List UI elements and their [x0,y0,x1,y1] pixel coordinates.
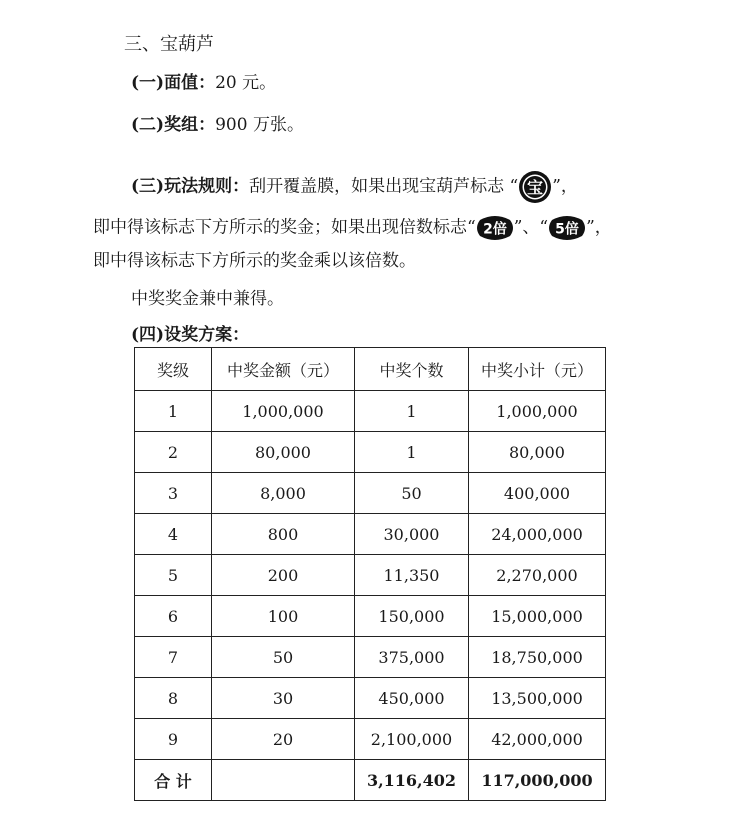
five-times-icon-glyph: 5倍 [555,221,579,238]
cell-count: 450,000 [355,678,469,719]
table-header-row [135,348,606,391]
cell-count: 150,000 [355,596,469,637]
treasure-icon [518,170,552,204]
section-heading: 三、宝葫芦 [124,34,214,55]
double-icon-glyph: 2倍 [482,221,507,238]
table-row [135,473,606,514]
cell-count: 1 [355,432,469,473]
cell-level: 1 [135,391,212,432]
cell-subtotal: 400,000 [469,473,606,514]
treasure-icon-glyph: 宝 [527,178,544,197]
cell-level: 6 [135,596,212,637]
table-row [135,514,606,555]
cell-amount: 1,000,000 [212,391,355,432]
cell-subtotal: 15,000,000 [469,596,606,637]
cell-level: 8 [135,678,212,719]
total-subtotal: 117,000,000 [469,760,606,801]
face-value-line [131,72,276,94]
rules-text-e: ”， [586,217,612,238]
cell-amount: 50 [212,637,355,678]
double-icon [476,214,514,242]
cell-count: 11,350 [355,555,469,596]
cell-count: 2,100,000 [355,719,469,760]
cell-subtotal: 42,000,000 [469,719,606,760]
cell-subtotal: 2,270,000 [469,555,606,596]
total-count: 3,116,402 [355,760,469,801]
header-subtotal: 中奖小计（元） [469,348,606,391]
prize-table [134,347,606,801]
cell-count: 50 [355,473,469,514]
cell-level: 7 [135,637,212,678]
cell-level: 5 [135,555,212,596]
cell-amount: 100 [212,596,355,637]
rules-text-a: 刮开覆盖膜，如果出现宝葫芦标志 “ [249,176,519,197]
scheme-label: (四)设奖方案： [131,325,250,345]
total-label: 合 计 [135,760,212,801]
table-row [135,391,606,432]
group-text: 900 万张。 [215,115,304,135]
header-count: 中奖个数 [355,348,469,391]
cell-amount: 200 [212,555,355,596]
cell-level: 9 [135,719,212,760]
rules-text-d: ”、“ [513,217,549,238]
cell-count: 375,000 [355,637,469,678]
cell-level: 4 [135,514,212,555]
table-row [135,596,606,637]
rules-line-2 [93,214,612,242]
cell-count: 1 [355,391,469,432]
face-value-text: 20 元。 [215,73,277,93]
cell-subtotal: 13,500,000 [469,678,606,719]
cell-level: 2 [135,432,212,473]
header-amount: 中奖金额（元） [212,348,355,391]
rules-text-b: ”， [552,176,578,197]
group-line [131,114,304,136]
cell-subtotal: 1,000,000 [469,391,606,432]
header-level: 奖级 [135,348,212,391]
rules-text-c: 即中得该标志下方所示的奖金；如果出现倍数标志“ [93,217,476,238]
cell-amount: 30 [212,678,355,719]
cell-count: 30,000 [355,514,469,555]
rules-line-1 [131,170,578,204]
cell-subtotal: 24,000,000 [469,514,606,555]
cell-amount: 8,000 [212,473,355,514]
table-row [135,555,606,596]
combine-note: 中奖奖金兼中兼得。 [131,289,284,309]
cell-amount: 20 [212,719,355,760]
cell-amount: 800 [212,514,355,555]
group-label: (二)奖组： [131,115,216,135]
face-value-label: (一)面值： [131,73,216,93]
cell-level: 3 [135,473,212,514]
table-row [135,432,606,473]
table-row [135,637,606,678]
rules-line-3: 即中得该标志下方所示的奖金乘以该倍数。 [93,251,416,271]
table-total-row [135,760,606,801]
table-row [135,719,606,760]
table-row [135,678,606,719]
five-times-icon [548,214,586,242]
rules-label: (三)玩法规则： [131,176,250,197]
cell-subtotal: 18,750,000 [469,637,606,678]
cell-amount: 80,000 [212,432,355,473]
total-amount [212,760,355,801]
cell-subtotal: 80,000 [469,432,606,473]
